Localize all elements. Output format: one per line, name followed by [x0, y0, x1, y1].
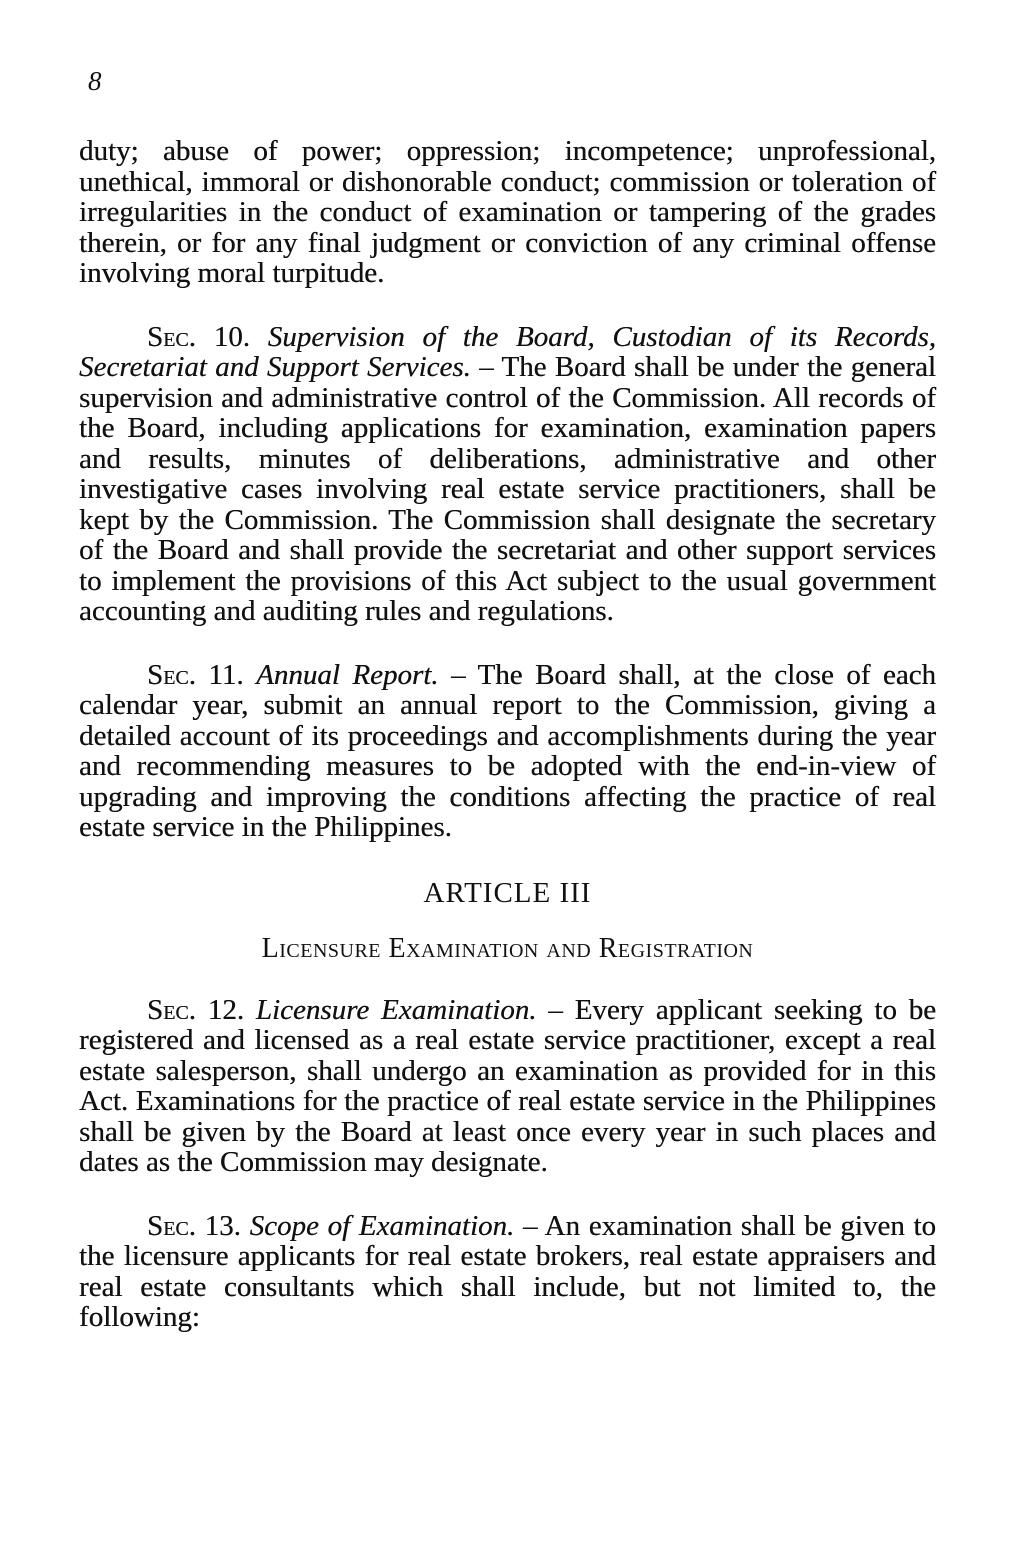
- section-12-label: Sec. 12.: [147, 993, 245, 1026]
- article-subheading: Licensure Examination and Registration: [261, 933, 754, 964]
- text-column: [79, 136, 936, 1333]
- section-11-body: – The Board shall, at the close of each calendar year, submit an annual report to the Commission, giving a detailed account of its proceedings and accomplishments during the year and recommending measures to be adopted with the end-in-view of upgrading and improving the conditions affecting the practice of real estate service in the Philippines.: [79, 658, 937, 843]
- article-heading: ARTICLE III: [423, 876, 592, 909]
- section-10-label: Sec. 10.: [147, 320, 250, 353]
- section-13-label: Sec. 13.: [147, 1209, 241, 1242]
- section-10-body: – The Board shall be under the general supervision and administrative control of the Commission. All records of the Board, including applications for examination, examination papers and results, minutes of deliberations, administrative and other investigative cases involving real estate service practitioners, shall be kept by the Commission. The Commission shall designate the secretary of the Board and shall provide the secretariat and other support services to implement the provisions of this Act subject to the usual government accounting and auditing rules and regulations.: [79, 351, 936, 627]
- section-13: [79, 1211, 936, 1333]
- page-number: 8: [88, 66, 102, 96]
- section-10: [79, 322, 936, 627]
- section-11-label: Sec. 11.: [147, 658, 244, 691]
- section-11: [79, 660, 936, 843]
- section-12: [79, 995, 936, 1178]
- section-13-title: Scope of Examination.: [249, 1209, 515, 1242]
- section-10-title: Supervision of the Board, Custodian of its Records, Secretariat and Support Services.: [79, 320, 937, 383]
- section-13-body: – An examination shall be given to the licensure applicants for real estate brokers, real estate appraisers and real estate consultants which shall include, but not limited to, the following:: [79, 1209, 936, 1333]
- section-12-title: Licensure Examination.: [255, 993, 537, 1026]
- section-11-title: Annual Report.: [256, 658, 439, 691]
- paragraph-grounds-continued: duty; abuse of power; oppression; incompetence; unprofessional, unethical, immoral or dishonorable conduct; commission or toleration of irregularities in the conduct of examination or tampering of the grades therein, or for any final judgment or conviction of any criminal offense involving moral turpitude.: [79, 135, 936, 289]
- section-12-body: – Every applicant seeking to be registered and licensed as a real estate service practitioner, except a real estate salesperson, shall undergo an examination as provided for in this Act. Examinations for the practice of real estate service in the Philippines shall be given by the Board at least once every year in such places and dates as the Commission may designate.: [79, 993, 937, 1178]
